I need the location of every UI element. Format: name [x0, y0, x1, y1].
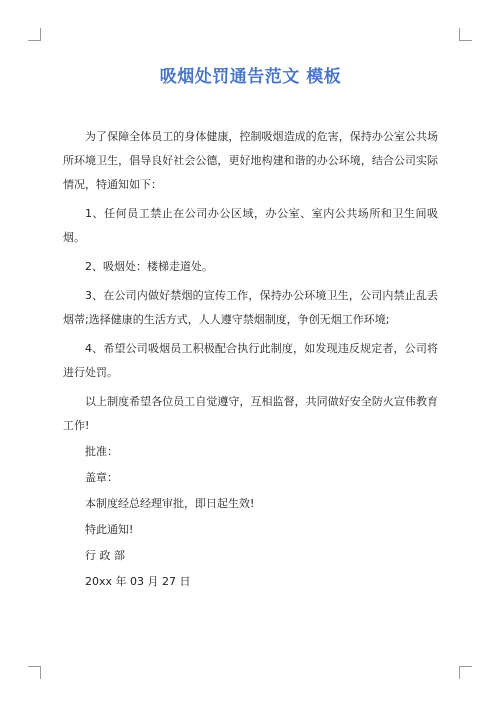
issuing-department: 行 政 部 [85, 549, 125, 562]
rule-item-1: 1、任何员工禁止在公司办公区域，办公室、室内公共场所和卫生间吸烟。 [63, 207, 438, 244]
effective-note: 本制度经总经理审批，即日起生效! [85, 497, 255, 510]
intro-paragraph: 为了保障全体员工的身体健康，控制吸烟造成的危害，保持办公室公共场所环境卫生，倡导良好社会公德，更好地构建和谐的办公环境，结合公司实际情况，特通知如下： [63, 130, 438, 191]
document-title: 吸烟处罚通告范文 模板 [159, 67, 342, 87]
document-page [63, 62, 438, 596]
approval-label: 批准： [85, 445, 118, 458]
page-corner-mark-bottom-left [28, 666, 41, 679]
page-corner-mark-top-left [28, 28, 41, 41]
closing-paragraph: 以上制度希望各位员工自觉遵守，互相监督，共同做好安全防火宣伟教育工作! [63, 395, 438, 432]
seal-label: 盖章： [85, 471, 118, 484]
issue-date: 20xx 年 03 月 27 日 [85, 575, 191, 588]
rule-item-4: 4、希望公司吸烟员工积极配合执行此制度，如发现违反规定者，公司将进行处罚。 [63, 342, 438, 379]
notice-end: 特此通知! [85, 523, 134, 536]
rule-item-2: 2、吸烟处：楼梯走道处。 [85, 260, 213, 273]
rule-item-3: 3、在公司内做好禁烟的宣传工作，保持办公环境卫生，公司内禁止乱丢烟蒂;选择健康的生活方式，人人遵守禁烟制度，争创无烟工作环境; [63, 289, 438, 326]
page-corner-mark-bottom-right [459, 666, 472, 679]
page-corner-mark-top-right [459, 28, 472, 41]
